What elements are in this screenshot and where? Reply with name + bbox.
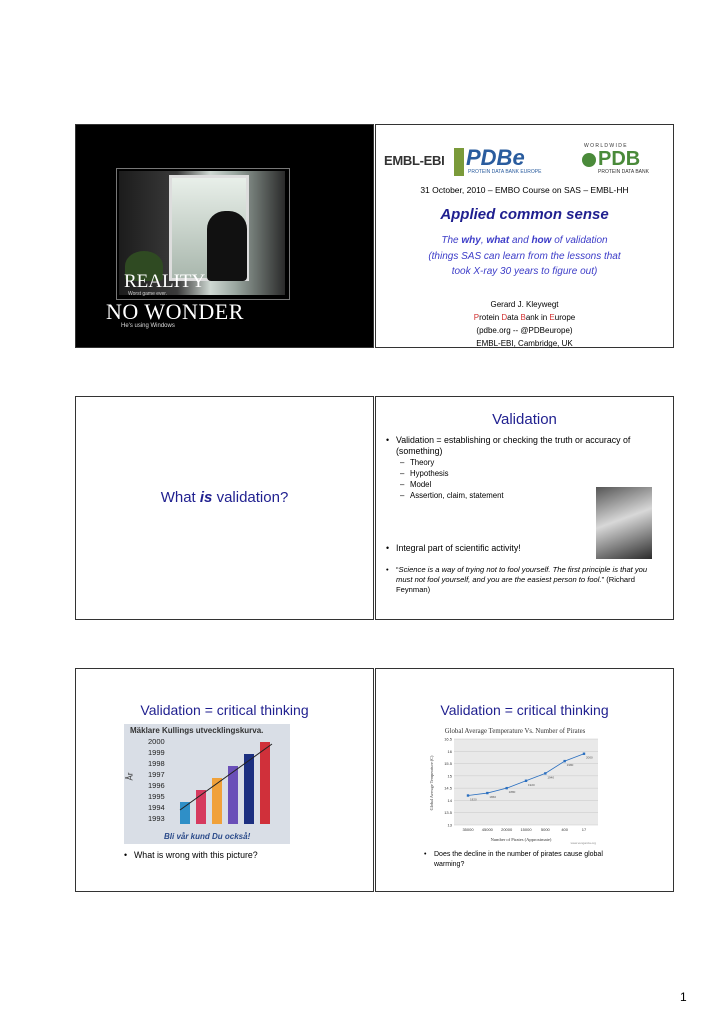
sub-item-theory: – Theory xyxy=(386,457,656,468)
bullet-quote: • “Science is a way of trying not to fool yourself. The first principle is that you must not fool yourself, and you are the easiest person to fool.” (Richard Feynman) xyxy=(386,565,661,595)
x-tick-label: 5000 xyxy=(540,827,550,832)
x-tick-label: 35000 xyxy=(462,827,474,832)
chart-footer: Bli vår kund Du också! xyxy=(164,832,251,841)
pdbe-logo xyxy=(454,147,572,177)
subtitle-line-1: The why, what and how of validation xyxy=(441,235,608,246)
y-tick-label: 15.5 xyxy=(444,761,452,767)
data-point xyxy=(563,760,565,762)
data-point xyxy=(467,794,469,796)
subtitle xyxy=(376,233,673,280)
x-axis-label: Number of Pirates (Approximate) xyxy=(490,837,552,842)
wwpdb-logo-text: PDB xyxy=(598,148,641,170)
chart-credit: www.venganza.org xyxy=(570,841,596,845)
year-axis xyxy=(148,736,165,824)
poster-heading: REALITY xyxy=(124,271,206,292)
year-tick: 1994 xyxy=(148,803,165,812)
slide-title: Applied common sense xyxy=(440,206,609,223)
data-point xyxy=(583,753,585,755)
x-tick-label: 20000 xyxy=(501,827,513,832)
bullet-integral: • Integral part of scientific activity! xyxy=(386,543,586,554)
poster-subheading: Worst game ever. xyxy=(128,291,168,297)
affiliation: Protein Data Bank in Europe xyxy=(473,313,576,322)
y-axis-label: År xyxy=(125,772,135,781)
feynman-photo xyxy=(596,487,652,559)
sub-item-hypothesis: – Hypothesis xyxy=(386,468,656,479)
agent-chart-image xyxy=(124,724,290,844)
poster-title: NO WONDER xyxy=(106,299,244,324)
y-tick-label: 16.5 xyxy=(444,736,452,742)
sub-item-assertion: – Assertion, claim, statement xyxy=(386,490,656,501)
data-point xyxy=(486,792,488,794)
point-label: 1860 xyxy=(489,795,497,800)
year-tick: 1998 xyxy=(148,759,165,768)
slide-heading: What is validation? xyxy=(160,489,289,506)
trend-line xyxy=(176,740,276,824)
y-tick-label: 15 xyxy=(447,773,452,779)
sub-item-model: – Model xyxy=(386,479,656,490)
slide-what-is-validation xyxy=(75,396,374,620)
plot-area xyxy=(454,739,598,825)
course-line: 31 October, 2010 – EMBO Course on SAS – EMBL-HH xyxy=(420,185,629,195)
y-axis-label: Global Average Temperature (C) xyxy=(429,755,434,811)
pirates-chart xyxy=(426,723,604,845)
year-tick: 1996 xyxy=(148,781,165,790)
point-label: 1940 xyxy=(547,775,555,780)
slide-validation xyxy=(375,396,674,620)
wwpdb-worldwide: W O R L D W I D E xyxy=(584,143,627,149)
location: EMBL-EBI, Cambridge, UK xyxy=(476,339,573,348)
point-label: 1880 xyxy=(508,790,516,795)
pdbe-logo-text: PDBe xyxy=(466,145,525,170)
contact: (pdbe.org -- @PDBeurope) xyxy=(476,326,573,335)
year-tick: 1995 xyxy=(148,792,165,801)
slide-title: Validation = critical thinking xyxy=(140,702,309,718)
point-label: 1820 xyxy=(470,797,477,802)
pdbe-logo-subtitle: PROTEIN DATA BANK EUROPE xyxy=(468,169,542,175)
year-tick: 1999 xyxy=(148,748,165,757)
x-tick-label: 17 xyxy=(581,827,587,832)
point-label: 2000 xyxy=(586,755,593,760)
subtitle-line-2: (things SAS can learn from the lessons that xyxy=(428,250,621,262)
author: Gerard J. Kleywegt xyxy=(490,300,559,309)
subtitle-line-3: took X-ray 30 years to figure out) xyxy=(451,266,598,277)
point-label: 1920 xyxy=(528,782,535,787)
author-block xyxy=(376,298,673,348)
year-tick: 1993 xyxy=(148,814,165,823)
data-point xyxy=(505,787,507,789)
point-label: 1980 xyxy=(566,763,574,768)
slide-title: Validation = critical thinking xyxy=(440,702,609,718)
slide-critical-thinking-bars xyxy=(75,668,374,892)
y-tick-label: 16 xyxy=(447,748,452,754)
caption: • What is wrong with this picture? xyxy=(124,850,344,861)
logo-bar xyxy=(384,143,667,177)
slide-title xyxy=(375,124,674,348)
x-tick-label: 400 xyxy=(561,827,569,832)
pdbe-logo-mark-icon xyxy=(454,148,464,176)
year-tick: 1997 xyxy=(148,770,165,779)
x-tick-label: 45000 xyxy=(481,827,493,832)
bar-area xyxy=(176,740,276,824)
slide-reality-poster xyxy=(75,124,374,348)
globe-icon xyxy=(582,153,596,167)
data-point xyxy=(525,780,527,782)
embl-ebi-logo: EMBL-EBI xyxy=(384,153,445,168)
chart-title: Mäklare Kullings utvecklingskurva. xyxy=(130,726,264,735)
page-number: 1 xyxy=(680,990,687,1004)
y-tick-label: 13 xyxy=(447,822,452,828)
y-tick-label: 13.5 xyxy=(444,810,452,816)
poster-caption: He's using Windows xyxy=(121,323,175,329)
x-tick-label: 15000 xyxy=(520,827,532,832)
slide-title: Validation xyxy=(492,411,557,428)
data-point xyxy=(544,772,546,774)
chart-title: Global Average Temperature Vs. Number of Pirates xyxy=(444,728,586,735)
slide-critical-thinking-pirates xyxy=(375,668,674,892)
wwpdb-logo xyxy=(580,143,670,177)
y-tick-label: 14 xyxy=(447,797,452,803)
year-tick: 2000 xyxy=(148,737,165,746)
caption: • Does the decline in the number of pirates cause global warming? xyxy=(424,850,624,869)
wwpdb-logo-subtitle: PROTEIN DATA BANK xyxy=(598,169,649,175)
bullet-definition: • Validation = establishing or checking the truth or accuracy of (something) xyxy=(386,435,656,457)
y-tick-label: 14.5 xyxy=(444,785,452,791)
